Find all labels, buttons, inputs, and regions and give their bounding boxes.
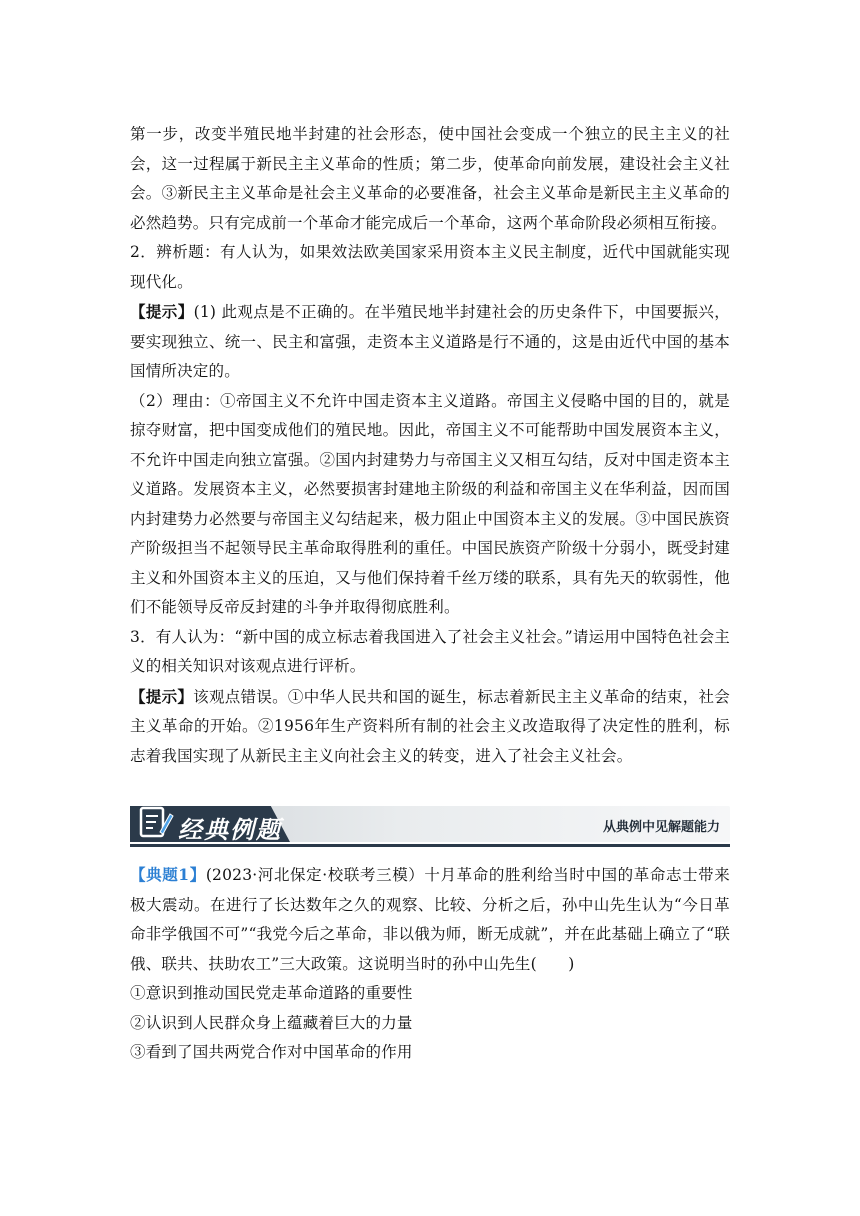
hint-3 bbox=[130, 682, 730, 772]
hint-3-text: 该观点错误。①中华人民共和国的诞生，标志着新民主主义革命的结束，社会主义革命的开始。②1956年生产资料所有制的社会主义改造取得了决定性的胜利，标志着我国实现了从新民主主义向社会主义的转变，进入了社会主义社会。 bbox=[130, 687, 730, 765]
example-section bbox=[130, 860, 730, 1068]
question-3: 3．有人认为：“新中国的成立标志着我国进入了社会主义社会。”请运用中国特色社会主义的相关知识对该观点进行评析。 bbox=[130, 627, 730, 675]
answer-section bbox=[130, 120, 730, 771]
banner-underline bbox=[130, 844, 730, 847]
hint-2-text: (1) 此观点是不正确的。在半殖民地半封建社会的历史条件下，中国要振兴，要实现独立、统一、民主和富强，走资本主义道路是行不通的，这是由近代中国的基本国情所决定的。 bbox=[130, 303, 730, 380]
section-banner bbox=[130, 800, 730, 852]
example-stem bbox=[130, 860, 730, 979]
paragraph-step: 第一步，改变半殖民地半封建的社会形态，使中国社会变成一个独立的民主主义的社会，这一过程属于新民主主义革命的性质；第二步，使革命向前发展，建设社会主义社会。③新民主主义革命是社会主义革命的必要准备，社会主义革命是新民主主义革命的必然趋势。只有完成前一个革命才能完成后一个革命，这两个革命阶段必须相互衔接。 bbox=[130, 125, 730, 232]
hint-2-part-1 bbox=[130, 297, 730, 387]
question-2: 2．辨析题：有人认为，如果效法欧美国家采用资本主义民主制度，近代中国就能实现现代化。 bbox=[130, 243, 730, 291]
hint-label: 【提示】 bbox=[130, 686, 194, 706]
banner-subtitle: 从典例中见解题能力 bbox=[602, 820, 720, 835]
option-2: ②认识到人民群众身上蕴藏着巨大的力量 bbox=[130, 1013, 413, 1032]
option-3: ③看到了国共两党合作对中国革命的作用 bbox=[130, 1043, 413, 1061]
hint-2-part-2: （2）理由：①帝国主义不允许中国走资本主义道路。帝国主义侵略中国的目的，就是掠夺财富，把中国变成他们的殖民地。因此，帝国主义不可能帮助中国发展资本主义，不允许中国走向独立富强。②国内封建势力与帝国主义又相互勾结，反对中国走资本主义道路。发展资本主义，必然要损害封建地主阶级的利益和帝国主义在华利益，因而国内封建势力必然要与帝国主义勾结起来，极力阻止中国资本主义的发展。③中国民族资产阶级担当不起领导民主革命取得胜利的重任。中国民族资产阶级十分弱小，既受封建主义和外国资本主义的压迫，又与他们保持着千丝万缕的联系，具有先天的软弱性，他们不能领导反帝反封建的斗争并取得彻底胜利。 bbox=[130, 391, 730, 616]
example-tag: 【典题1】 bbox=[130, 865, 206, 884]
banner-title: 经典例题 bbox=[178, 816, 282, 844]
hint-label: 【提示】 bbox=[130, 302, 194, 321]
option-1: ①意识到推动国民党走革命道路的重要性 bbox=[130, 984, 413, 1002]
pencil-notebook-icon bbox=[138, 802, 174, 842]
example-stem-text: (2023·河北保定·校联考三模）十月革命的胜利给当时中国的革命志士带来极大震动。在进行了长达数年之久的观察、比较、分析之后，孙中山先生认为“今日革命非学俄国不可”“我党今后之革命，非以俄为师，断无成就”，并在此基础上确立了“联俄、联共、扶助农工”三大政策。这说明当时的孙中山先生( ) bbox=[130, 866, 730, 973]
